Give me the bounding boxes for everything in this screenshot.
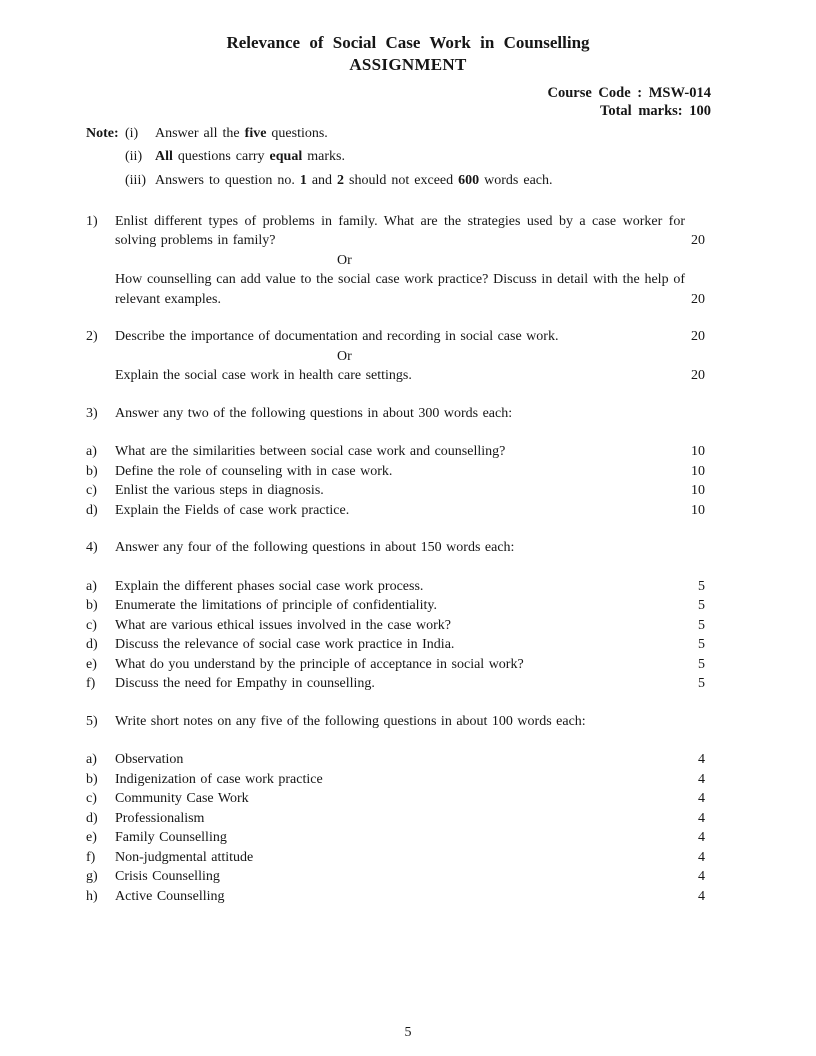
sub-question-marks: 4: [698, 771, 705, 787]
sub-question-marks: 5: [698, 617, 705, 633]
sub-question-list: [86, 442, 705, 520]
question-group: [86, 538, 705, 694]
sub-question-letter: h): [86, 888, 98, 904]
question-marks: 20: [691, 233, 705, 248]
sub-question: [86, 770, 705, 790]
question-text: Answer any two of the following questions in about 300 words each:: [115, 405, 513, 421]
sub-question-marks: 10: [691, 502, 705, 518]
question-text: How counselling can add value to the social case work practice? Discuss in detail with the help of relevant examples.: [115, 272, 685, 307]
sub-question-letter: c): [86, 791, 97, 806]
sub-question-text: Indigenization of case work practice: [115, 771, 323, 787]
sub-question-marks: 5: [698, 598, 705, 613]
sub-question-marks: 4: [698, 830, 705, 845]
sub-question-text: Enumerate the limitations of principle of confidentiality.: [115, 598, 437, 613]
sub-question-text: Discuss the relevance of social case work practice in India.: [115, 637, 455, 652]
question: [86, 404, 705, 424]
sub-question: [86, 442, 705, 462]
sub-question: [86, 828, 705, 848]
sub-question: [86, 809, 705, 829]
sub-question-text: What are various ethical issues involved in the case work?: [115, 617, 451, 633]
sub-question-marks: 10: [691, 483, 705, 498]
sub-question-letter: a): [86, 444, 97, 459]
question: [86, 538, 705, 558]
question-text: Answer any four of the following questions in about 150 words each:: [115, 540, 515, 555]
sub-question: [86, 635, 705, 655]
header-right-block: [0, 84, 816, 120]
document-title: Relevance of Social Case Work in Counselling: [226, 33, 590, 52]
sub-question: [86, 616, 705, 636]
sub-question: [86, 789, 705, 809]
note-item-text: Answers to question no. 1 and 2 should not exceed 600 words each.: [155, 173, 553, 188]
sub-question-marks: 4: [698, 849, 705, 865]
sub-question: [86, 848, 705, 868]
sub-question-letter: b): [86, 771, 98, 787]
question-marks: 20: [691, 291, 705, 307]
note-item-text: Answer all the five questions.: [155, 126, 328, 141]
sub-question-letter: d): [86, 637, 98, 652]
sub-question-text: Observation: [115, 752, 184, 767]
sub-question-letter: d): [86, 502, 98, 518]
sub-question-text: Explain the Fields of case work practice.: [115, 502, 350, 518]
note-label: Note:: [86, 126, 119, 141]
sub-question-text: Discuss the need for Empathy in counselling.: [115, 676, 375, 691]
question-content: [115, 212, 705, 310]
question: [86, 327, 705, 386]
sub-question-list: [86, 750, 705, 906]
sub-question-marks: 4: [698, 752, 705, 767]
or-separator: Or: [337, 348, 352, 364]
sub-question: [86, 501, 705, 521]
sub-question-letter: g): [86, 869, 98, 884]
sub-question-text: Community Case Work: [115, 791, 249, 806]
sub-question-letter: e): [86, 656, 97, 672]
sub-question-letter: d): [86, 810, 98, 826]
sub-question-letter: f): [86, 849, 96, 865]
sub-question: [86, 750, 705, 770]
question-number: 1): [86, 213, 98, 229]
sub-question-letter: a): [86, 752, 97, 767]
sub-question: [86, 577, 705, 597]
or-separator: Or: [337, 252, 352, 268]
question-text: Describe the importance of documentation and recording in social case work.: [115, 329, 559, 344]
sub-question-marks: 4: [698, 791, 705, 806]
sub-question-marks: 10: [691, 463, 705, 479]
question-block: [115, 327, 705, 347]
question-block: [115, 270, 705, 309]
sub-question-letter: f): [86, 676, 96, 691]
sub-question-marks: 5: [698, 637, 705, 652]
sub-question: [86, 674, 705, 694]
question-block: [115, 366, 705, 386]
sub-question-letter: a): [86, 578, 97, 594]
question-text: Write short notes on any five of the following questions in about 100 words each:: [115, 713, 586, 729]
question-list: [0, 212, 816, 907]
sub-question-marks: 4: [698, 869, 705, 884]
note-item-number: (iii): [125, 173, 146, 188]
sub-question-list: [86, 577, 705, 694]
question: [86, 712, 705, 732]
sub-question-text: Crisis Counselling: [115, 869, 220, 884]
sub-question: [86, 887, 705, 907]
question-block: [115, 712, 705, 732]
note-section: [0, 124, 816, 191]
sub-question: [86, 462, 705, 482]
question-content: [115, 327, 705, 386]
total-marks: Total marks: 100: [600, 103, 711, 119]
sub-question-text: Enlist the various steps in diagnosis.: [115, 483, 324, 498]
note-item: [86, 147, 705, 167]
sub-question-letter: c): [86, 617, 97, 633]
sub-question: [86, 655, 705, 675]
question-number: 3): [86, 405, 98, 421]
sub-question-text: Professionalism: [115, 810, 205, 826]
sub-question-marks: 5: [698, 676, 705, 691]
question-block: [115, 212, 705, 251]
note-item: [86, 171, 705, 191]
question-block: [115, 538, 705, 558]
sub-question-marks: 5: [698, 578, 705, 594]
sub-question-marks: 4: [698, 810, 705, 826]
question-text: Enlist different types of problems in family. What are the strategies used by a case worker for solving problems in family?: [115, 213, 685, 248]
question-number: 5): [86, 713, 98, 729]
note-item: [86, 124, 705, 144]
note-item-number: (ii): [125, 148, 143, 164]
question-content: [115, 712, 705, 732]
sub-question: [86, 596, 705, 616]
sub-question-text: Explain the different phases social case work process.: [115, 578, 424, 594]
sub-question-text: Define the role of counseling with in case work.: [115, 463, 393, 479]
note-item-text: All questions carry equal marks.: [155, 148, 345, 164]
sub-question-letter: b): [86, 598, 98, 613]
sub-question-text: What are the similarities between social case work and counselling?: [115, 444, 506, 459]
note-label: [86, 171, 125, 191]
question-block: [115, 404, 705, 424]
question-marks: 20: [691, 329, 705, 344]
note-label: [86, 147, 125, 167]
question-text: Explain the social case work in health care settings.: [115, 368, 412, 383]
question-group: [86, 404, 705, 521]
sub-question-text: Active Counselling: [115, 888, 225, 904]
question-number: 4): [86, 540, 98, 555]
page-number: 5: [404, 1024, 412, 1040]
sub-question-marks: 10: [691, 444, 705, 459]
sub-question-letter: c): [86, 483, 97, 498]
sub-question-letter: e): [86, 830, 97, 845]
question-content: [115, 538, 705, 558]
sub-question-text: What do you understand by the principle of acceptance in social work?: [115, 656, 524, 672]
question-group: [86, 327, 705, 386]
sub-question-letter: b): [86, 463, 98, 479]
question-marks: 20: [691, 368, 705, 383]
note-item-number: (i): [125, 126, 139, 141]
question-number: 2): [86, 329, 98, 344]
sub-question: [86, 867, 705, 887]
question-group: [86, 712, 705, 907]
assignment-heading: ASSIGNMENT: [349, 55, 467, 74]
sub-question-marks: 4: [698, 888, 705, 904]
sub-question-text: Family Counselling: [115, 830, 227, 845]
question-group: [86, 212, 705, 310]
sub-question: [86, 481, 705, 501]
sub-question-marks: 5: [698, 656, 705, 672]
question: [86, 212, 705, 310]
sub-question-text: Non-judgmental attitude: [115, 849, 254, 865]
question-content: [115, 404, 705, 424]
course-code: Course Code : MSW-014: [547, 85, 711, 101]
